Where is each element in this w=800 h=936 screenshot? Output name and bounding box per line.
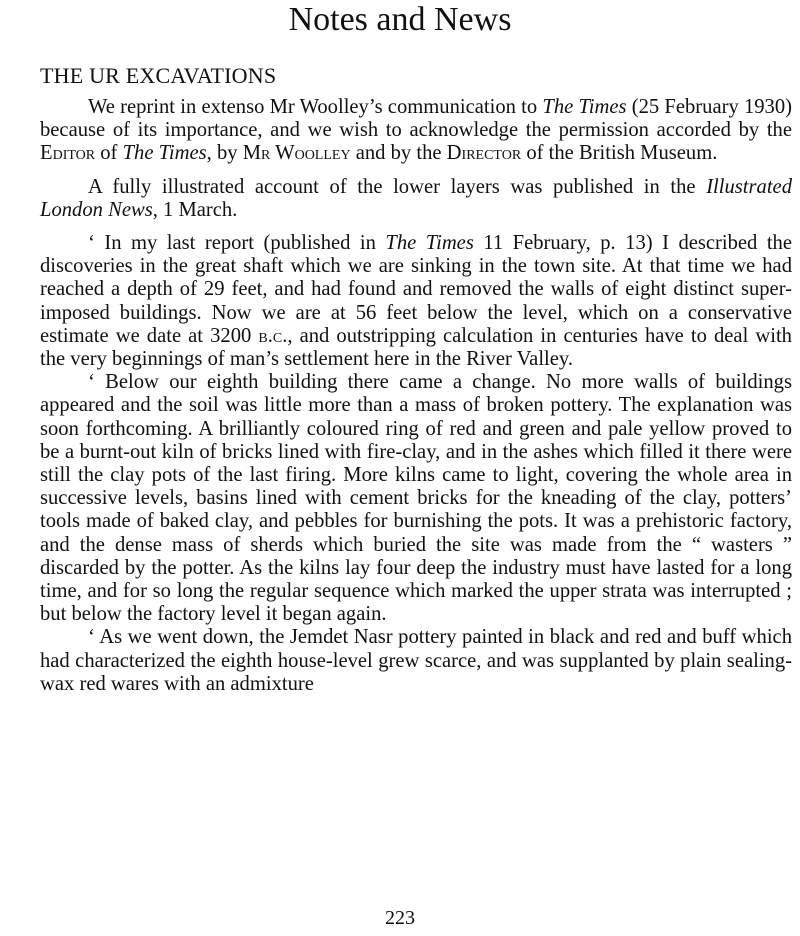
jemdet-paragraph: ‘ As we went down, the Jemdet Nasr pottery painted in black and red and buff which had characterized the eighth house-level grew scarce, and was supplanted by plain sealing-wax red wares with an admixture xyxy=(40,626,792,695)
illustrated-news-paragraph: A fully illustrated account of the lower layers was published in the Illustrated London News, 1 March. xyxy=(40,175,792,221)
section-heading: THE UR EXCAVATIONS xyxy=(40,63,277,88)
article-body xyxy=(40,96,792,696)
page-title: Notes and News xyxy=(288,1,512,38)
kilns-paragraph: ‘ Below our eighth building there came a change. No more walls of buildings appeared and the soil was little more than a mass of broken pottery. The explanation was soon forthcoming. A brilliantly coloured ring of red and green and pale yellow proved to be a burnt-out kiln of bricks lined with fire-clay, and in the ashes which filled it there were still the clay pots of the last firing. More kilns came to light, covering the whole area in successive levels, basins lined with cement bricks for the kneading of the clay, potters’ tools made of baked clay, and pebbles for burnishing the pots. It was a prehistoric factory, and the dense mass of sherds which buried the site was made from the “ wasters ” discarded by the potter. As the kilns lay four deep the industry must have lasted for a long time, and for so long the regular sequence which marked the upper strata was interrupted ; but below the factory level it began again. xyxy=(40,371,792,626)
report-paragraph: ‘ In my last report (published in The Times 11 February, p. 13) I described the discoveries in the great shaft which we are sinking in the town site. At that time we had reached a depth of 29 feet, and had found and removed the walls of eight distinct super-imposed buildings. Now we are at 56 feet below the level, which on a conservative estimate we date at 3200 b.c., and outstripping calculation in centuries have to deal with the very beginnings of man’s settlement here in the River Valley. xyxy=(40,232,792,371)
page-number: 223 xyxy=(385,907,415,929)
intro-paragraph: We reprint in extenso Mr Woolley’s communication to The Times (25 February 1930) because of its importance, and we wish to acknowledge the permission accorded by the Editor of The Times, by Mr Woolley and by the Director of the British Museum. xyxy=(40,96,792,165)
